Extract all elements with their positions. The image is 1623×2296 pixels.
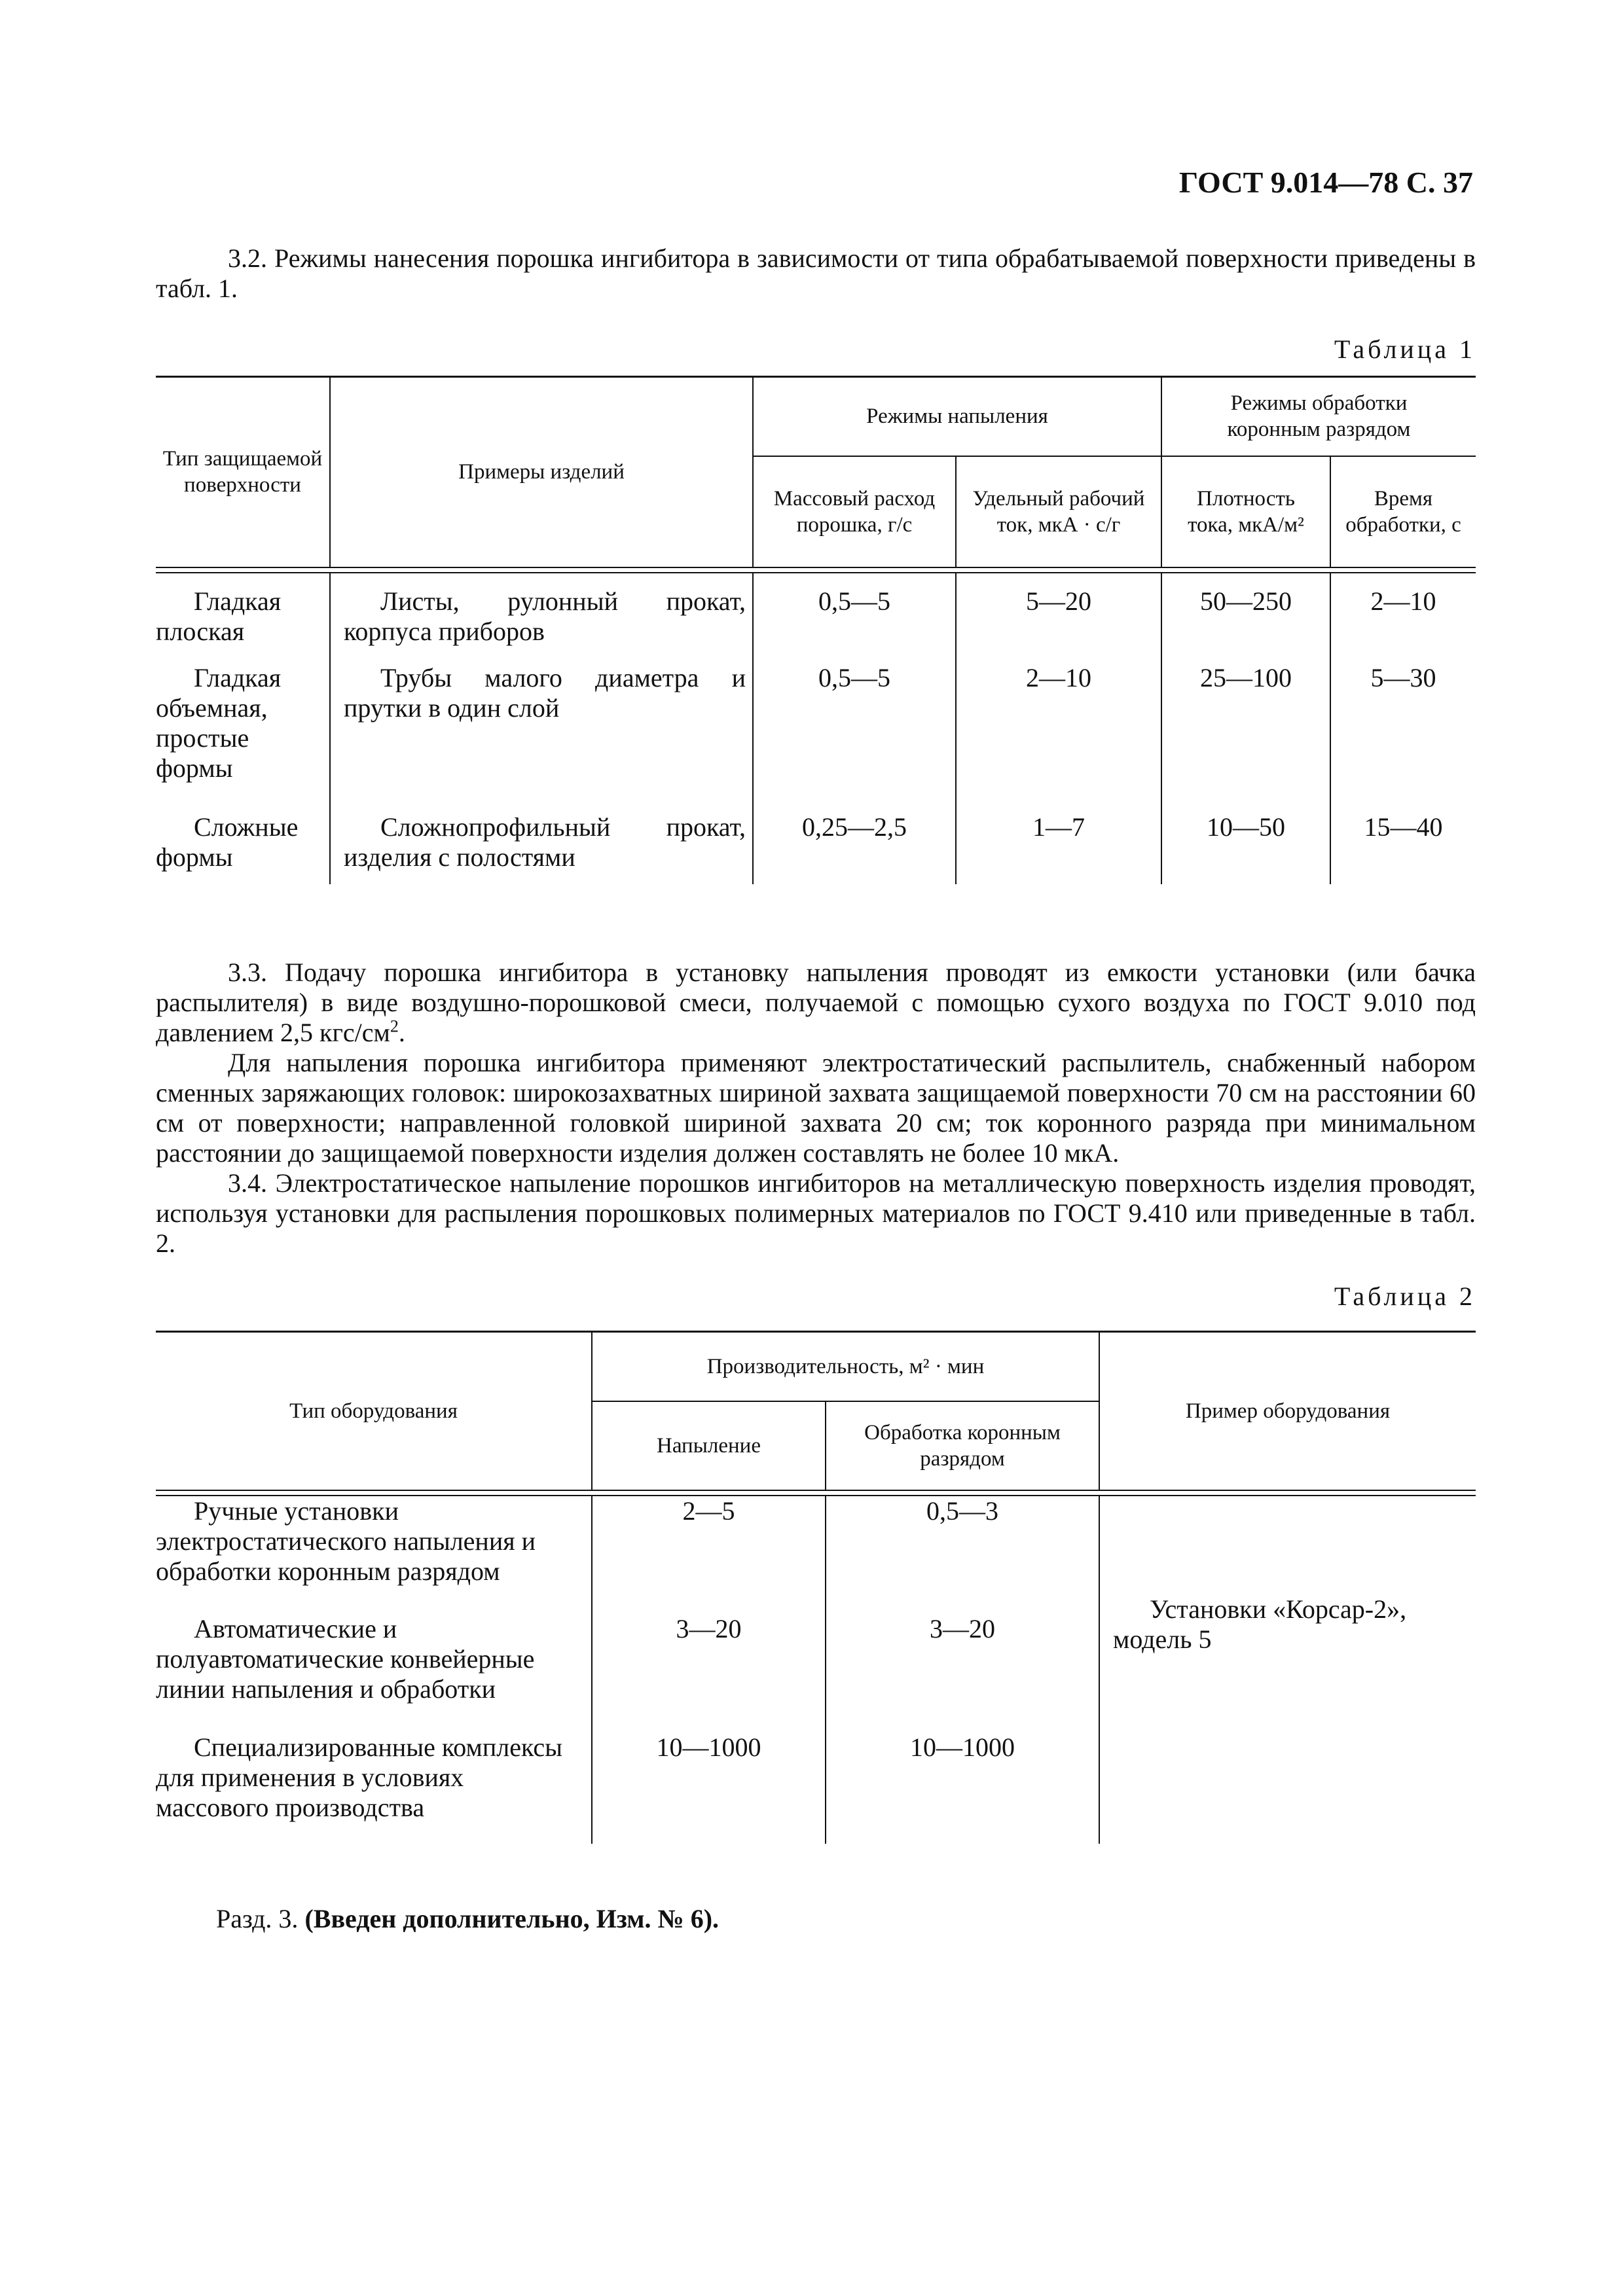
paragraph-3-4: 3.4. Электростатическое напыление порошков ингибиторов на металлическую поверхность изделия проводят, используя установки для распыления порошковых полимерных материалов по ГОСТ 9.410 или приведенные в табл. 2. <box>156 1168 1476 1258</box>
t1-cell-specific-current: 2—10 <box>956 656 1161 806</box>
table-1 <box>156 376 1476 884</box>
paragraph-3-3-text: 3.3. Подачу порошка ингибитора в установку напыления проводят из емкости установки (или бачка распылителя) в виде воздушно-порошковой смеси, получаемой с помощью сухого воздуха по ГОСТ 9.010 под давлением 2,5 кгс/см <box>156 958 1476 1047</box>
t1-cell-mass-flow: 0,5—5 <box>753 573 956 656</box>
t2-cell-type: Ручные установки электростатического напыления и обработки коронным разрядом <box>156 1496 592 1614</box>
paragraph-3-2: 3.2. Режимы нанесения порошка ингибитора в зависимости от типа обрабатываемой поверхности приведены в табл. 1. <box>156 243 1476 303</box>
t1-cell-time: 2—10 <box>1370 586 1436 616</box>
t1-cell-surface: Сложные формы <box>156 806 330 884</box>
t2-cell-spraying: 3—20 <box>592 1614 826 1732</box>
t1-header-corona-modes: Режимы обработки коронным разрядом <box>1161 377 1476 456</box>
t1-cell-time: 5—30 <box>1370 662 1436 692</box>
t2-header-example: Пример оборудования <box>1185 1399 1391 1423</box>
t1-cell-examples: Трубы малого диаметра и прутки в один слой <box>330 656 753 806</box>
t2-cell-example: Установки «Корсар-2», модель 5 <box>1113 1594 1407 1654</box>
paragraph-3-3 <box>156 958 1476 1048</box>
amendment-prefix: Разд. 3. <box>216 1904 299 1933</box>
t1-cell-specific-current: 1—7 <box>956 806 1161 884</box>
t2-cell-type: Специализированные комплексы для применения в условиях массового производства <box>156 1732 592 1844</box>
t1-cell-density: 10—50 <box>1161 806 1330 884</box>
amendment-note <box>216 1903 719 1934</box>
t1-cell-mass-flow: 0,5—5 <box>753 656 956 806</box>
table2-caption: Таблица 2 <box>1334 1282 1476 1311</box>
table-row <box>156 573 1476 656</box>
table-row <box>156 656 1476 806</box>
t1-header-mass-flow: Массовый расход порошка, г/с <box>753 456 956 567</box>
t2-cell-corona: 0,5—3 <box>826 1496 1099 1614</box>
t2-header-productivity: Производительность, м² · мин <box>592 1332 1099 1401</box>
t1-header-examples: Примеры изделий <box>330 377 753 567</box>
t1-cell-density: 50—250 <box>1161 573 1330 656</box>
t2-cell-corona: 3—20 <box>826 1614 1099 1732</box>
t1-cell-examples: Листы, рулонный прокат, корпуса приборов <box>330 573 753 656</box>
t2-cell-spraying: 10—1000 <box>592 1732 826 1844</box>
t1-cell-surface: Гладкая плоская <box>156 573 330 656</box>
t1-header-current-density: Плотность тока, мкА/м² <box>1161 456 1330 567</box>
t2-header-spraying: Напыление <box>592 1401 826 1490</box>
t1-header-specific-current: Удельный рабочий ток, мкА · с/г <box>956 456 1161 567</box>
t1-cell-examples: Сложнопрофильный прокат, изделия с полостями <box>330 806 753 884</box>
t1-cell-time: 15—40 <box>1364 812 1443 842</box>
t1-header-spray-modes: Режимы напыления <box>753 377 1161 456</box>
amendment-bold: (Введен дополнительно, Изм. № 6). <box>304 1904 720 1933</box>
page-header: ГОСТ 9.014—78 С. 37 <box>1178 166 1473 199</box>
t1-header-surface-type: Тип защищаемой поверхности <box>156 377 330 567</box>
t2-cell-type: Автоматические и полуавтоматические конвейерные линии напыления и обработки <box>156 1614 592 1732</box>
table-2 <box>156 1331 1476 1844</box>
t2-cell-corona: 10—1000 <box>826 1732 1099 1844</box>
t2-header-equipment-type: Тип оборудования <box>156 1332 592 1490</box>
t1-cell-mass-flow: 0,25—2,5 <box>753 806 956 884</box>
t1-cell-surface: Гладкая объемная, простые формы <box>156 656 330 806</box>
t2-header-corona: Обработка коронным разрядом <box>826 1401 1099 1490</box>
superscript: 2 <box>390 1016 399 1036</box>
t2-cell-spraying: 2—5 <box>592 1496 826 1614</box>
paragraph-3-3-end: . <box>398 1018 405 1047</box>
t1-cell-specific-current: 5—20 <box>956 573 1161 656</box>
table1-caption: Таблица 1 <box>1334 334 1476 364</box>
table-row <box>156 806 1476 884</box>
t1-cell-density: 25—100 <box>1161 656 1330 806</box>
t1-header-treatment-time: Время обработки, с <box>1345 486 1461 537</box>
paragraph-sprayer: Для напыления порошка ингибитора применяют электростатический распылитель, снабженный набором сменных заряжающих головок: широкозахватных шириной захвата защищаемой поверхности 70 см на расстоянии 60 см от поверхности; направленной головкой шириной захвата 20 см; ток коронного разряда при минимальном расстоянии до защищаемой поверхности изделия должен составлять не более 10 мкА. <box>156 1048 1476 1168</box>
table-row <box>156 1496 1476 1614</box>
